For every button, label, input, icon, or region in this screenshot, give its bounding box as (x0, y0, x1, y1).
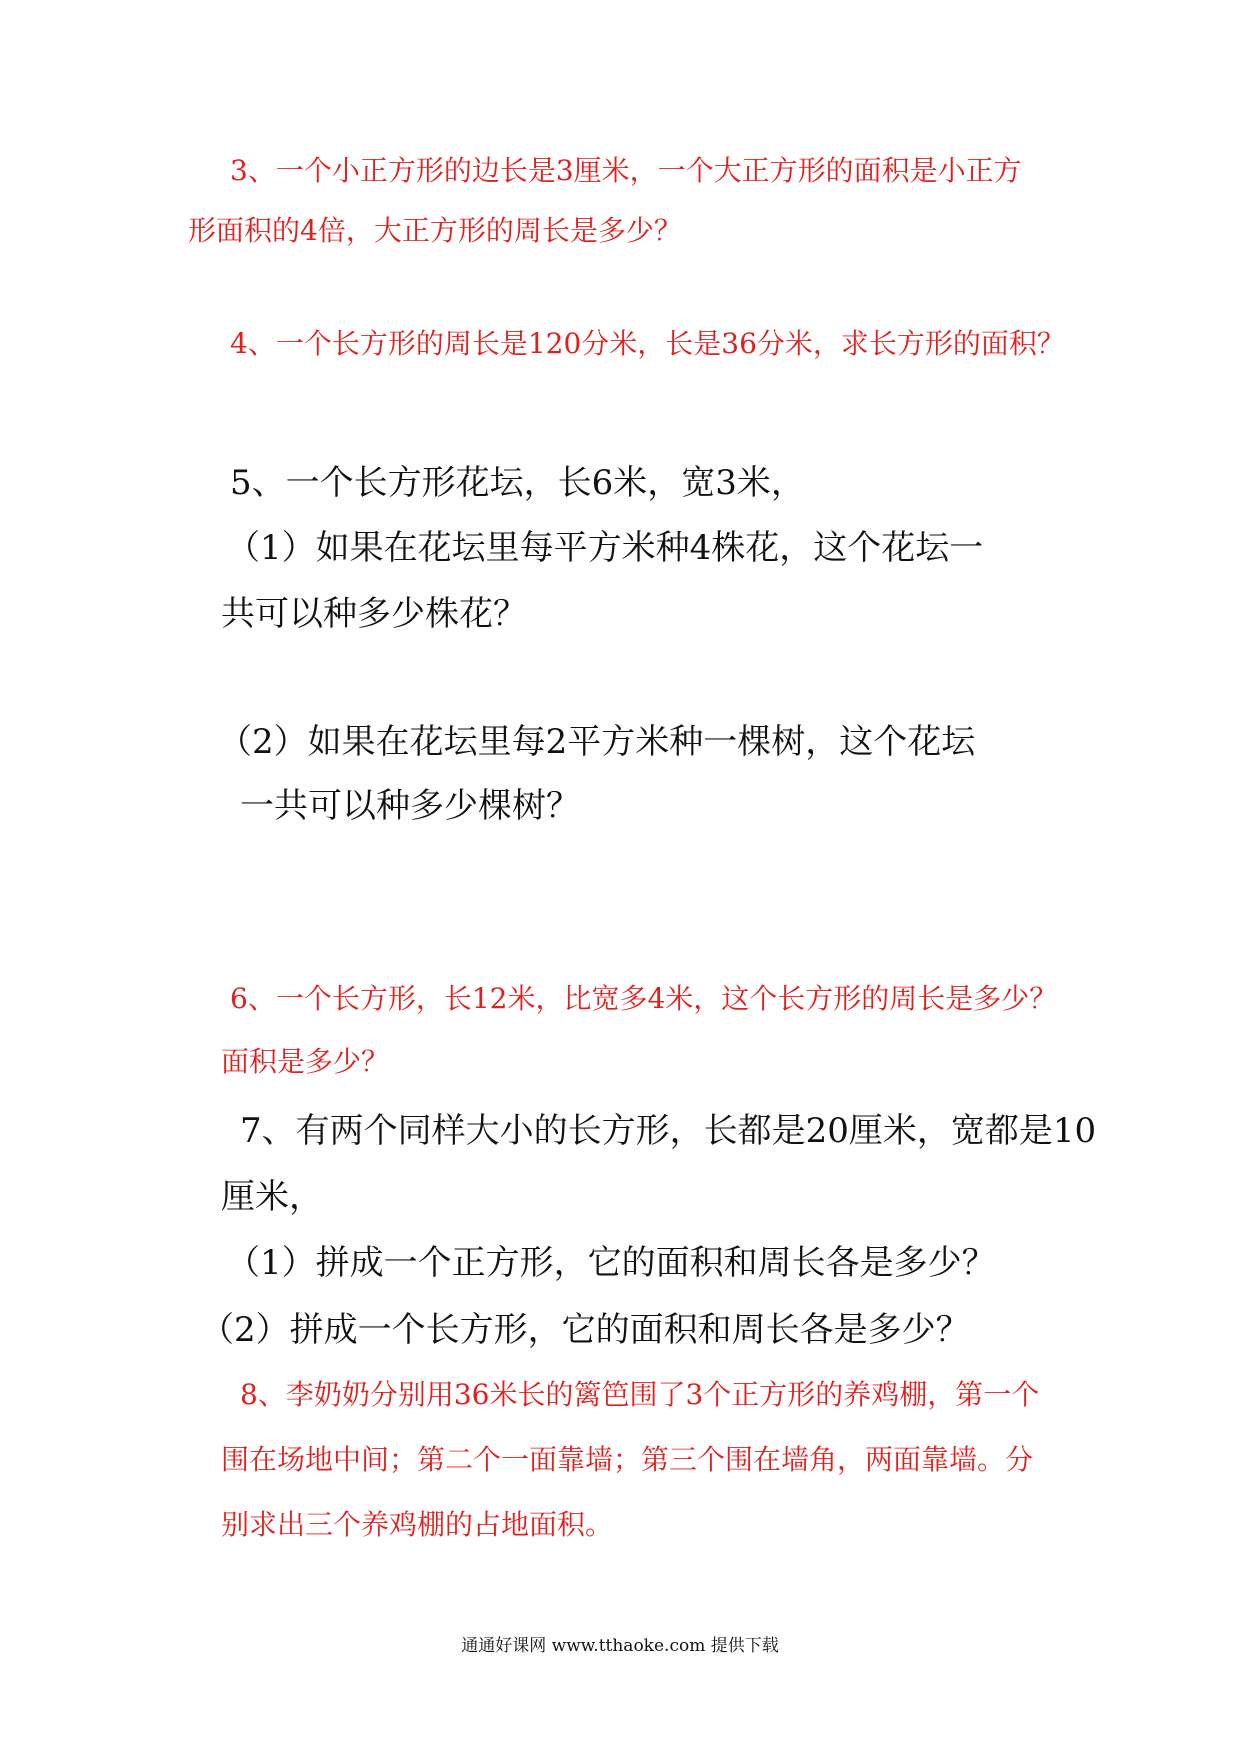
page-footer: 通通好课网 www.tthaoke.com 提供下载 (461, 1636, 779, 1656)
question-3-line-1: 3、一个小正方形的边长是3厘米，一个大正方形的面积是小正方 (230, 154, 1022, 187)
question-4-line-1: 4、一个长方形的周长是120分米，长是36分米，求长方形的面积？ (230, 327, 1065, 360)
question-5-part-2-line-1: （2）如果在花坛里每2平方米种一棵树，这个花坛 (218, 722, 976, 762)
question-5-part-1-line-1: （1）如果在花坛里每平方米种4株花，这个花坛一 (226, 528, 984, 568)
question-3-line-2: 形面积的4倍，大正方形的周长是多少？ (188, 214, 682, 247)
question-7-line-2: 厘米， (221, 1177, 323, 1217)
question-7-part-2: （2）拼成一个长方形，它的面积和周长各是多少？ (200, 1310, 970, 1350)
question-6-line-1: 6、一个长方形，长12米，比宽多4米，这个长方形的周长是多少？ (230, 982, 1058, 1015)
question-5-line-1: 5、一个长方形花坛，长6米，宽3米， (230, 463, 805, 503)
question-7-line-1: 7、有两个同样大小的长方形，长都是20厘米，宽都是10 (240, 1111, 1097, 1151)
question-8-line-3: 别求出三个养鸡棚的占地面积。 (221, 1508, 614, 1541)
question-6-line-2: 面积是多少？ (221, 1045, 390, 1078)
question-7-part-1: （1）拼成一个正方形，它的面积和周长各是多少？ (226, 1243, 996, 1283)
question-8-line-2: 围在场地中间；第二个一面靠墙；第三个围在墙角，两面靠墙。分 (221, 1443, 1034, 1476)
question-5-part-2-line-2: 一共可以种多少棵树？ (240, 786, 580, 826)
question-8-line-1: 8、李奶奶分别用36米长的篱笆围了3个正方形的养鸡棚，第一个 (240, 1378, 1040, 1411)
question-5-part-1-line-2: 共可以种多少株花？ (221, 594, 527, 634)
